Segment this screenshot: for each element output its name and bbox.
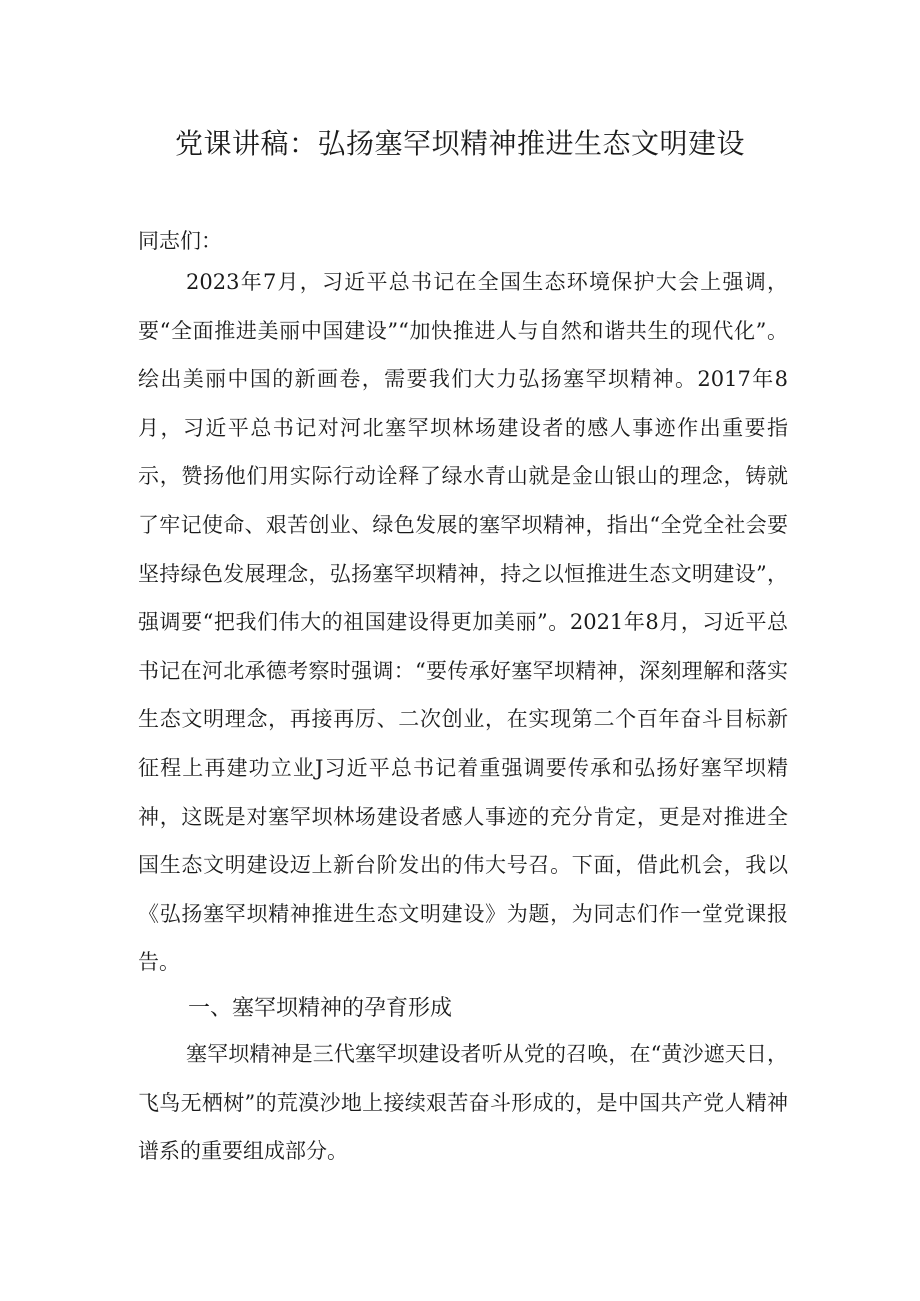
paragraph-section1: 塞罕坝精神是三代塞罕坝建设者听从党的召唤，在“黄沙遮天日，飞鸟无栖树”的荒漠沙地上接续艰苦奋斗形成的，是中国共产党人精神谱系的重要组成部分。: [138, 1042, 788, 1164]
document-title: 党课讲稿：弘扬塞罕坝精神推进生态文明建设: [174, 127, 745, 160]
salutation: 同志们：: [138, 229, 222, 253]
paragraph-intro: 2023年7月，习近平总书记在全国生态环境保护大会上强调，要“全面推进美丽中国建设”“加快推进人与自然和谐共生的现代化”。绘出美丽中国的新画卷，需要我们大力弘扬塞罕坝精神。2017年8月，习近平总书记对河北塞罕坝林场建设者的感人事迹作出重要指示，赞扬他们用实际行动诠释了绿水青山就是金山银山的理念，铸就了牢记使命、艰苦创业、绿色发展的塞罕坝精神，指出“全党全社会要坚持绿色发展理念，弘扬塞罕坝精神，持之以恒推进生态文明建设”，强调要“把我们伟大的祖国建设得更加美丽”。2021年8月，习近平总书记在河北承德考察时强调：“要传承好塞罕坝精神，深刻理解和落实生态文明理念，再接再厉、二次创业，在实现第二个百年奋斗目标新征程上再建功立业J习近平总书记着重强调要传承和弘扬好塞罕坝精神，这既是对塞罕坝林场建设者感人事迹的充分肯定，更是对推进全国生态文明建设迈上新台阶发出的伟大号召。下面，借此机会，我以《弘扬塞罕坝精神推进生态文明建设》为题，为同志们作一堂党课报告。: [138, 270, 788, 975]
section-heading: 一、塞罕坝精神的孕育形成: [188, 996, 453, 1021]
